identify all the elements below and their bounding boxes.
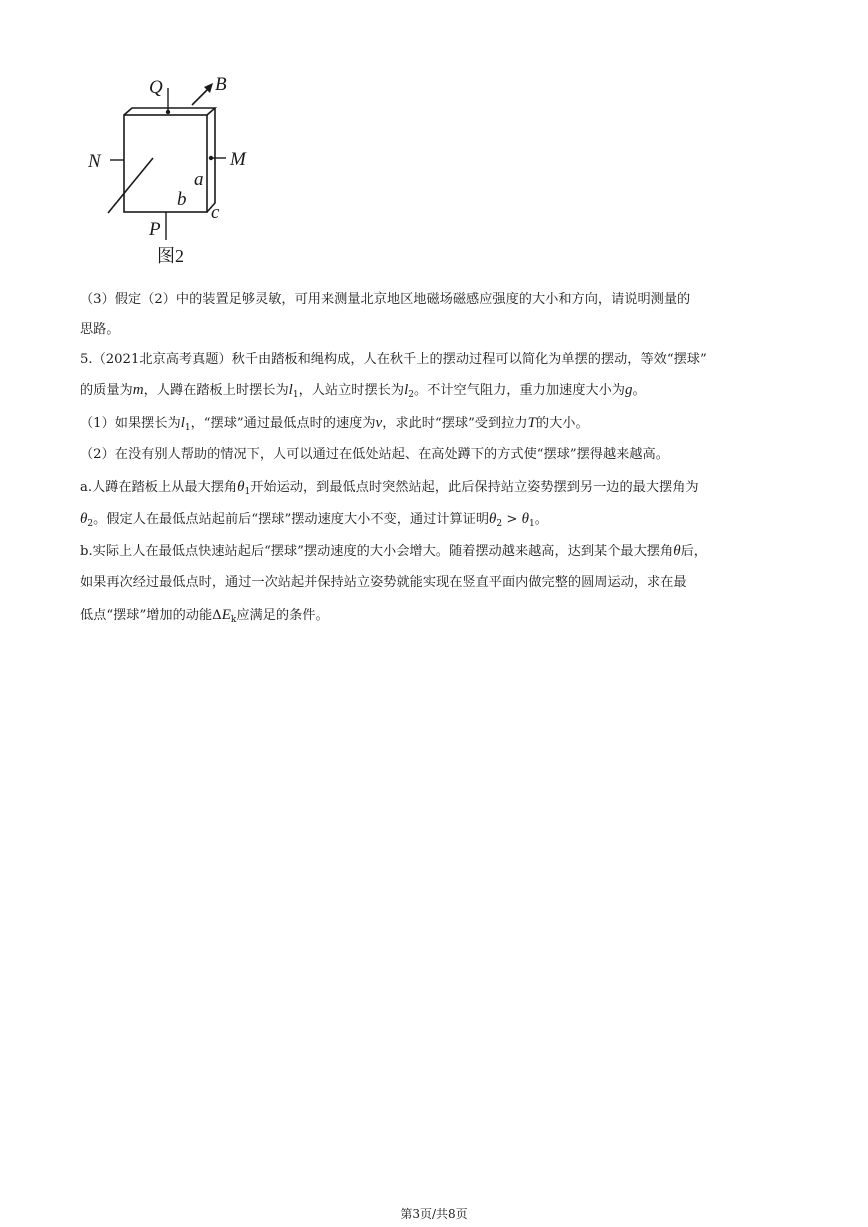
label-a: a [194, 169, 204, 190]
q5-line-1: 5.（2021北京高考真题）秋千由踏板和绳构成，人在秋千上的摆动过程可以简化为单摆的摆动，等效“摆球” [80, 352, 707, 367]
q5-part-a-line-2: $\theta_2$。假定人在最低点站起前后“摆球”摆动速度大小不变，通过计算证明$\theta_2 > \theta_1$。 [80, 511, 548, 529]
q5-part-1: （1）如果摆长为$l_1$，“摆球”通过最低点时的速度为v，求此时“摆球”受到拉力T的大小。 [80, 415, 589, 433]
q5-part-b-line-1: b.实际上人在最低点快速站起后“摆球”摆动速度的大小会增大。随着摆动越来越高，达到某个最大摆角θ后， [80, 543, 707, 559]
q5-part-2: （2）在没有别人帮助的情况下，人可以通过在低处站起、在高处蹲下的方式使“摆球”摆得越来越高。 [80, 447, 669, 462]
label-c: c [211, 202, 220, 223]
q5-part-a-line-1: a.人蹲在踏板上从最大摆角$\theta_1$开始运动，到最低点时突然站起，此后保持站立姿势摆到另一边的最大摆角为 [80, 479, 699, 497]
label-Q: Q [149, 77, 163, 98]
label-P: P [149, 219, 161, 240]
box-diagram [80, 70, 250, 270]
q3-line-1: （3）假定（2）中的装置足够灵敏，可用来测量北京地区地磁场磁感应强度的大小和方向，请说明测量的 [80, 292, 691, 307]
figure-2 [80, 70, 250, 270]
q5-part-b-line-3: 低点“摆球”增加的动能$\Delta E_k$应满足的条件。 [80, 607, 329, 625]
q5-part-b-line-2: 如果再次经过最低点时，通过一次站起并保持站立姿势就能实现在竖直平面内做完整的圆周运动，求在最 [80, 575, 687, 590]
q3-line-2: 思路。 [80, 322, 120, 337]
figure-caption: 图2 [157, 246, 184, 266]
label-N: N [88, 151, 101, 172]
label-b: b [177, 189, 187, 210]
q5-line-2: 的质量为m，人蹲在踏板上时摆长为$l_1$，人站立时摆长为$l_2$。不计空气阻力，重力加速度大小为g。 [80, 382, 646, 400]
page-footer: 第3页/共8页 [400, 1207, 468, 1221]
label-B: B [215, 74, 227, 95]
label-M: M [230, 149, 246, 170]
